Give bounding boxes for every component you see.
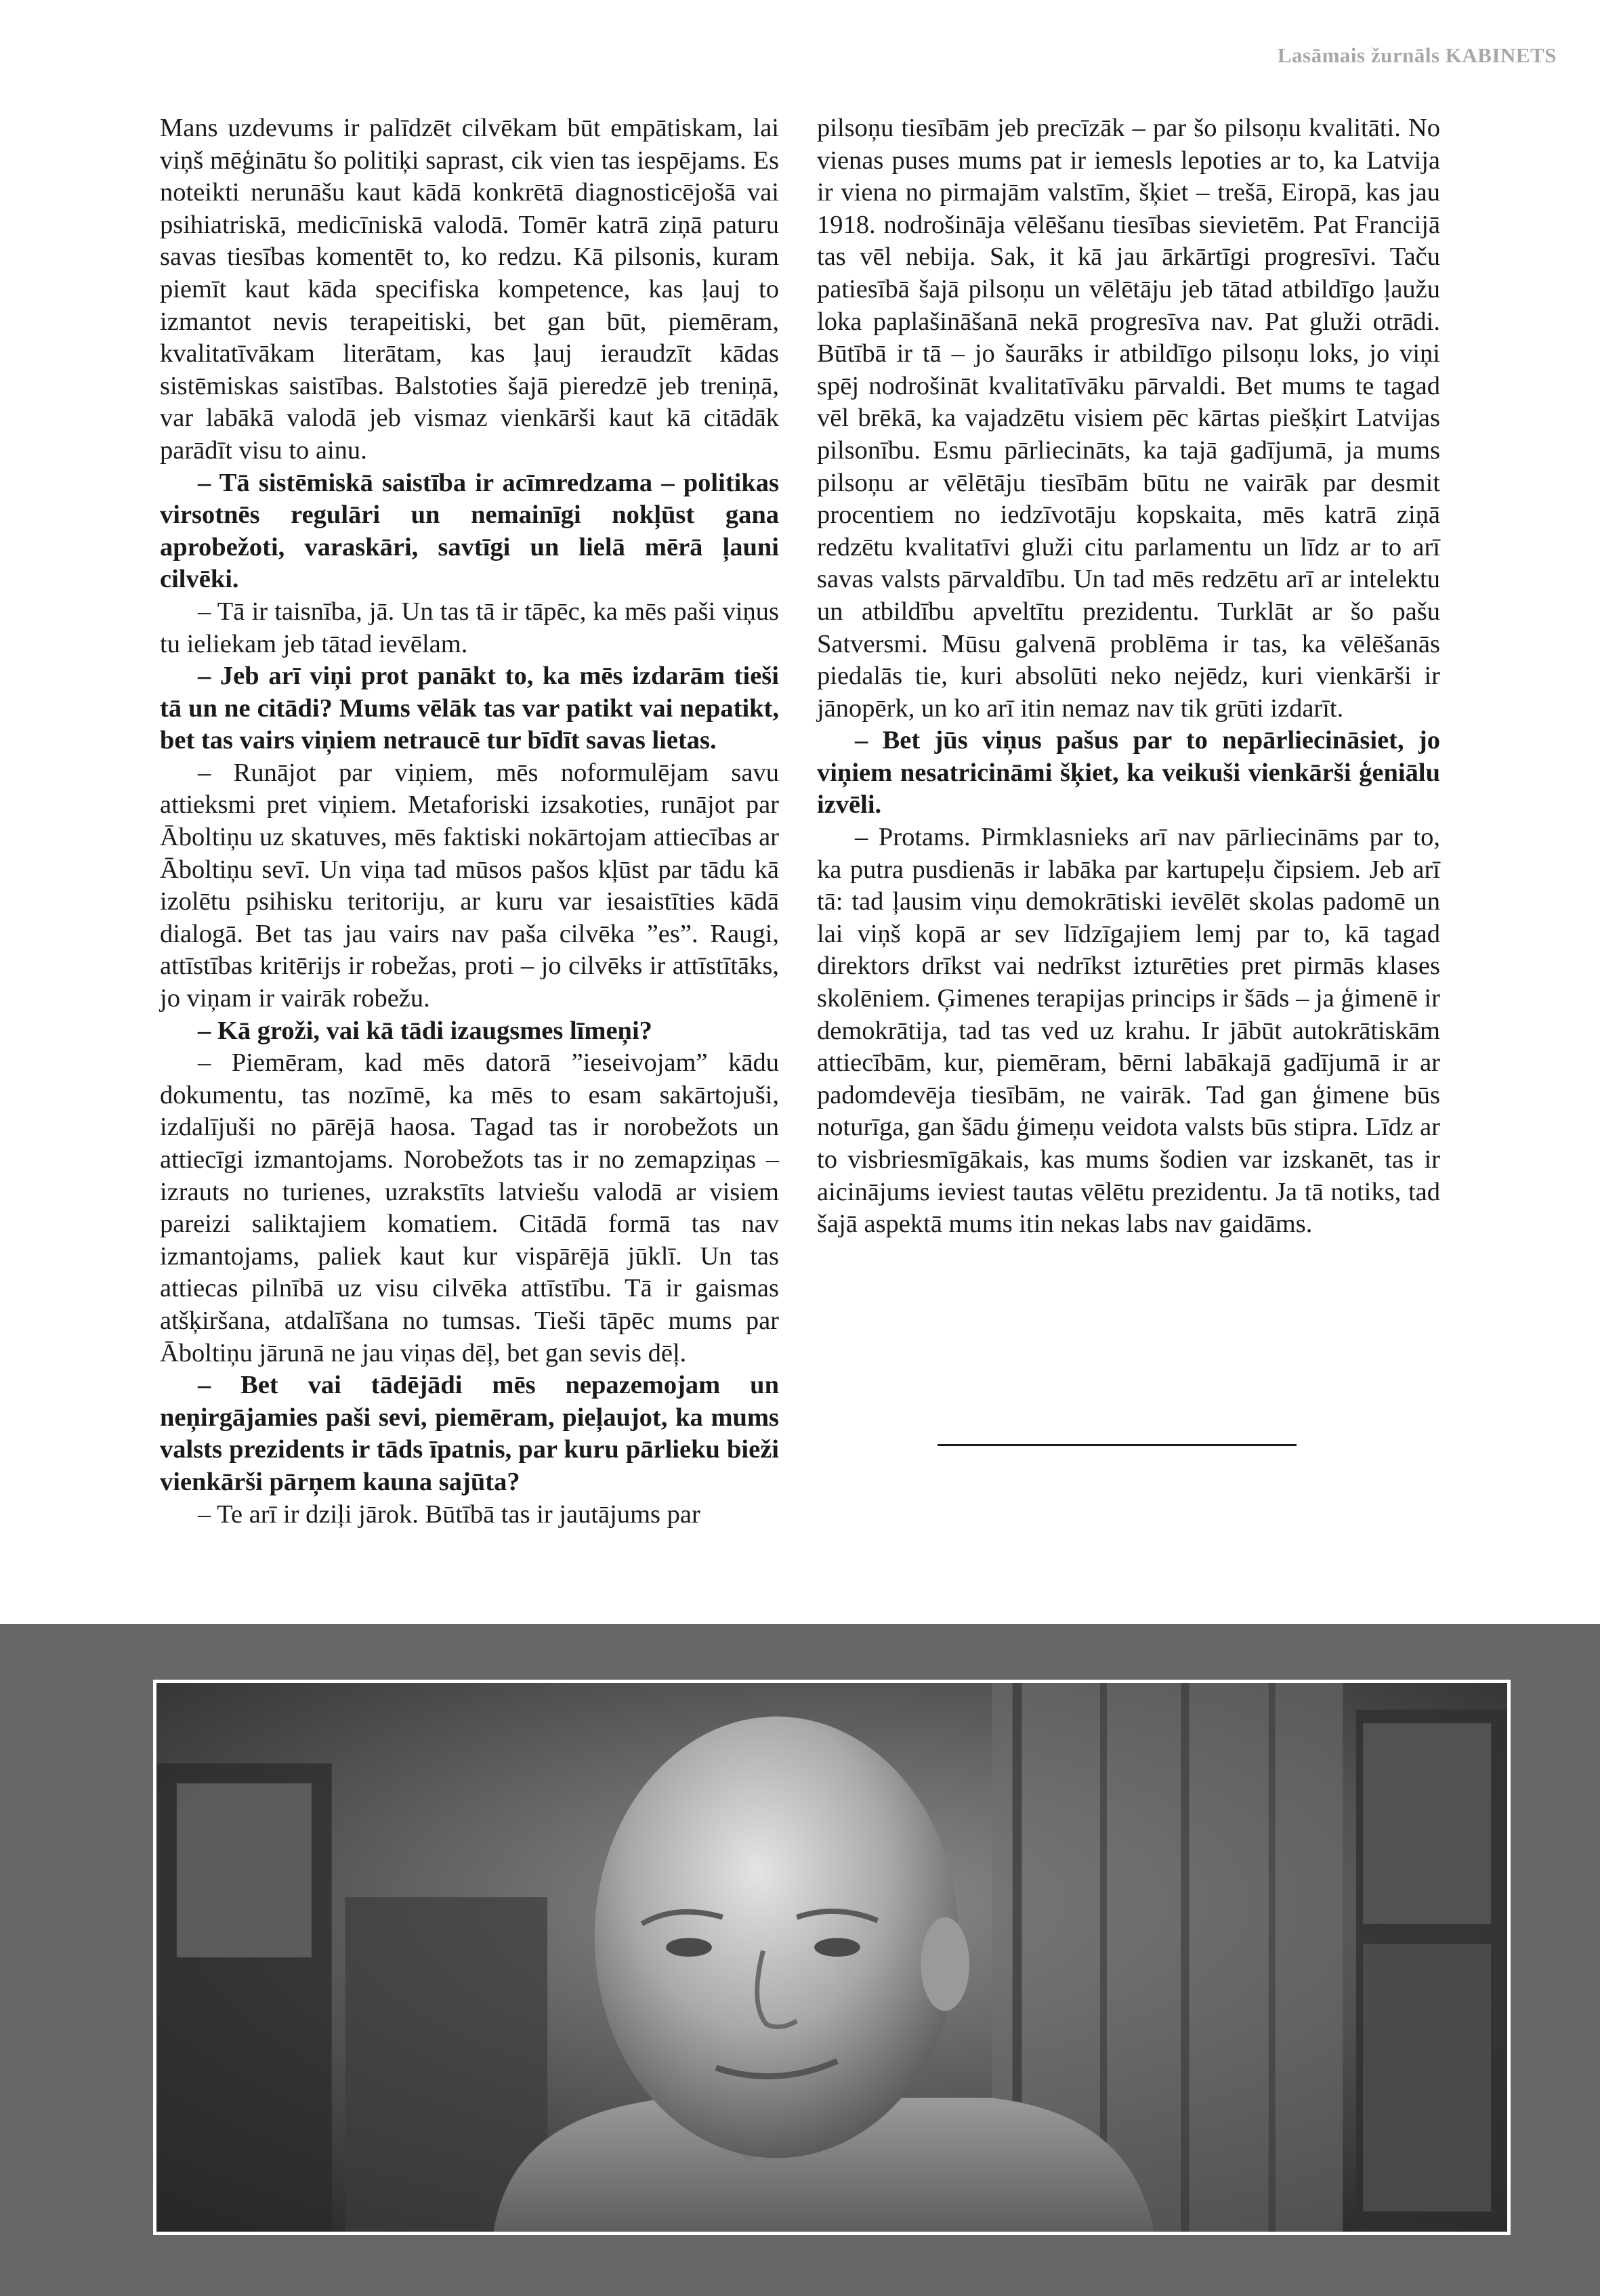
interview-question: – Jeb arī viņi prot panākt to, ka mēs izdarām tieši tā un ne citādi? Mums vēlāk tas var patikt vai nepatikt, bet tas vairs viņiem netraucē tur bīdīt savas lietas. bbox=[160, 662, 779, 755]
interview-answer: – Runājot par viņiem, mēs noformulējam savu attieksmi pret viņiem. Metaforiski izsakoties, runājot par Āboltiņu uz skatuves, mēs faktiski nokārtojam attiecības ar Āboltiņu sevī. Un viņa tad mūsos pašos kļūst par tādu kā izolētu psihisku teritoriju, ar kuru var iesaistīties kādā dialogā. Bet tas jau vairs nav paša cilvēka ”es”. Raugi, attīstības kritērijs ir robežas, proti – jo cilvēks ir attīstītāks, jo viņam ir vairāk robežu. bbox=[160, 758, 779, 1013]
running-head: Lasāmais žurnāls KABINETS bbox=[1277, 43, 1557, 67]
portrait-photo bbox=[153, 1680, 1511, 2235]
interview-answer: – Te arī ir dziļi jārok. Būtībā tas ir jautājums par bbox=[198, 1500, 700, 1529]
interview-question: – Bet jūs viņus pašus par to nepārliecināsiet, jo viņiem nesatricināmi šķiet, ka veikuši vienkārši ģeniālu izvēli. bbox=[817, 726, 1440, 820]
text-column-right bbox=[817, 112, 1440, 1241]
interview-answer: pilsoņu tiesībām jeb precīzāk – par šo pilsoņu kvalitāti. No vienas puses mums pat ir iemesls lepoties ar to, ka Latvija ir viena no pirmajām valstīm, šķiet – trešā, Eiropā, kas jau 1918. nodrošināja vēlēšanu tiesības sievietēm. Pat Francijā tas vēl nebija. Sak, it kā jau ārkārtīgi progresīvi. Taču patiesībā šajā pilsoņu un vēlētāju jeb tātad atbildīgo ļaužu loka paplašināšanā nekā progresīva nav. Pat gluži otrādi. Būtībā ir tā – jo šaurāks ir atbildīgo pilsoņu loks, jo viņi spēj nodrošināt kvalitatīvāku pārvaldi. Bet mums te tagad vēl brēkā, ka vajadzētu visiem pēc kārtas piešķirt Latvijas pilsonību. Esmu pārliecināts, ka tajā gadījumā, ja mums pilsoņu ar vēlētāju tiesībām būtu ne vairāk par desmit procentiem no iedzīvotāju kopskaita, mēs katrā ziņā redzētu kvalitatīvi gluži citu parlamentu un līdz ar to arī savas valsts pārvaldību. Un tad mēs redzētu arī ar intelektu un atbildību apveltītu prezidentu. Turklāt ar šo pašu Satversmi. Mūsu galvenā problēma ir tas, ka vēlēšanās piedalās tie, kuri absolūti neko nejēdz, kuri vienkārši ir jānopērk, un ko arī itin nemaz nav tik grūti izdarīt. bbox=[817, 114, 1440, 723]
interview-answer: – Piemēram, kad mēs datorā ”ieseivojam” kādu dokumentu, tas nozīmē, ka mēs to esam sakārtojuši, izdalījuši no pārējā haosa. Tagad tas ir norobežots un attiecīgi izmantojams. Norobežots tas ir no zemapziņas – izrauts no turienes, uzrakstīts latviešu valodā ar visiem pareizi saliktajiem komatiem. Citādā formā tas nav izmantojams, paliek kaut kur vispārējā jūklī. Un tas attiecas pilnībā uz visu cilvēka attīstību. Tā ir gaismas atšķiršana, atdalīšana no tumsas. Tieši tāpēc mums par Āboltiņu jārunā ne jau viņas dēļ, bet gan sevis dēļ. bbox=[160, 1048, 779, 1367]
interview-question: – Bet vai tādējādi mēs nepazemojam un neņirgājamies paši sevi, piemēram, pieļaujot, ka mums valsts prezidents ir tāds īpatnis, par kuru pārlieku bieži vienkārši pārņem kauna sajūta? bbox=[160, 1371, 779, 1496]
text-column-left bbox=[160, 112, 779, 1531]
interview-answer: Mans uzdevums ir palīdzēt cilvēkam būt empātiskam, lai viņš mēģinātu šo politiķi saprast, cik vien tas iespējams. Es noteikti nerunāšu kaut kādā konkrētā diagnosticējošā vai psihiatriskā, medicīniskā valodā. Tomēr katrā ziņā paturu savas tiesības komentēt to, ko redzu. Kā pilsonis, kuram piemīt kaut kāda specifiska kompetence, kas ļauj to izmantot nevis terapeitiski, bet gan būt, piemēram, kvalitatīvākam literātam, kas ļauj ieraudzīt kādas sistēmiskas saistības. Balstoties šajā pieredzē jeb treniņā, var labākā valodā jeb vismaz vienkārši kaut kā citādāk parādīt visu to ainu. bbox=[160, 114, 779, 465]
interview-question: – Tā sistēmiskā saistība ir acīmredzama – politikas virsotnēs regulāri un nemainīgi nokļūst gana aprobežoti, varaskāri, savtīgi un lielā mērā ļauni cilvēki. bbox=[160, 468, 779, 594]
interview-answer: – Protams. Pirmklasnieks arī nav pārliecināms par to, ka putra pusdienās ir labāka par kartupeļu čipsiem. Jeb arī tā: tad ļausim viņu demokrātiski ievēlēt skolas padomē un lai viņš kopā ar sev līdzīgajiem lemj par to, kā tagad direktors drīkst vai nedrīkst izturēties pret pirmās klases skolēniem. Ģimenes terapijas princips ir šāds – ja ģimenē ir demokrātija, tad tas ved uz krahu. Ir jābūt autokrātiskām attiecībām, kur, piemēram, bērni labākajā gadījumā ir ar padomdevēja tiesībām, ne vairāk. Tad gan ģimene būs noturīga, gan šādu ģimeņu veidota valsts būs stipra. Līdz ar to visbriesmīgākais, kas mums šodien var izskanēt, tas ir aicinājums ieviest tautas vēlētu prezidentu. Ja tā notiks, tad šajā aspektā mums itin nekas labs nav gaidāms. bbox=[817, 823, 1440, 1239]
interview-question: – Kā groži, vai kā tādi izaugsmes līmeņi? bbox=[198, 1016, 652, 1045]
portrait-illustration bbox=[156, 1683, 1507, 2232]
interview-answer: – Tā ir taisnība, jā. Un tas tā ir tāpēc, ka mēs paši viņus tu ieliekam jeb tātad ievēlam. bbox=[160, 597, 779, 658]
end-of-article-rule bbox=[938, 1444, 1297, 1446]
